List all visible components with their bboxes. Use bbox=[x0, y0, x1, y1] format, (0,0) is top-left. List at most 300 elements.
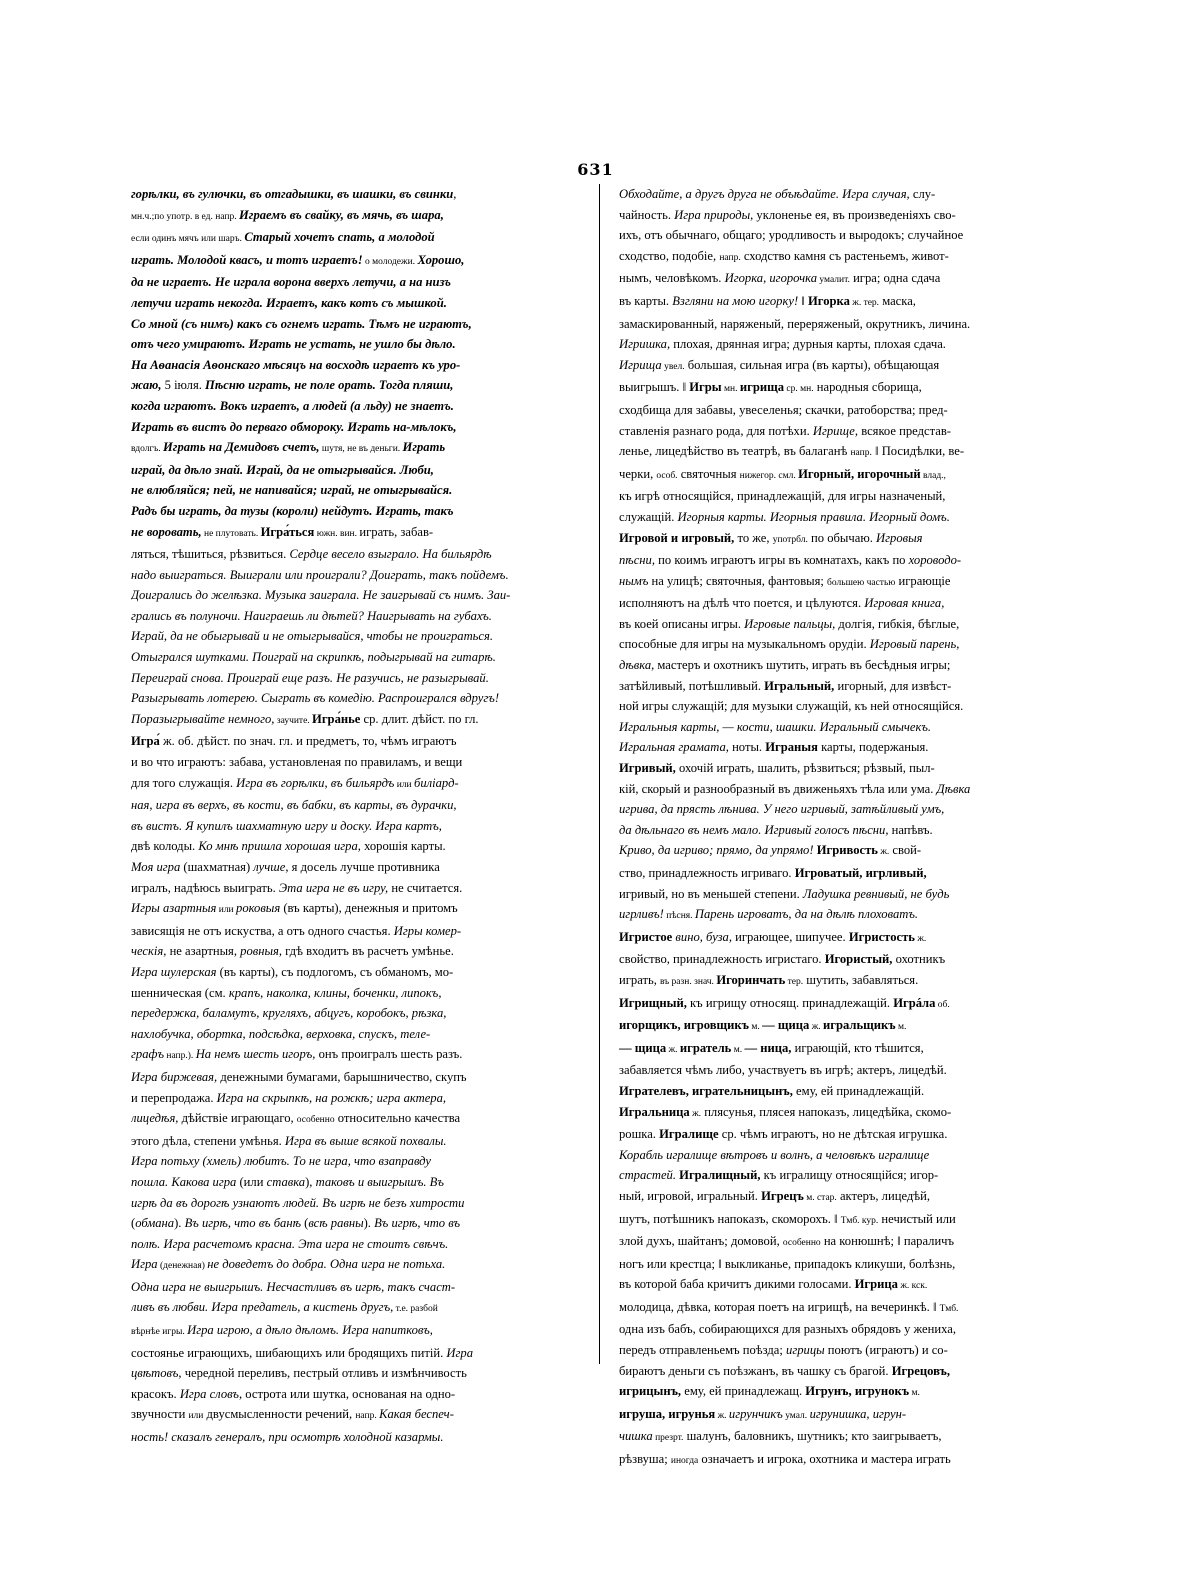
text-run: особенно bbox=[296, 1115, 335, 1126]
text-run: Взгляни на мою игорку! bbox=[672, 293, 799, 308]
text-run: пѣсня. bbox=[663, 911, 695, 922]
text-run: большею частью bbox=[827, 577, 896, 588]
text-run: т.е. разбой bbox=[393, 1304, 438, 1315]
text-run: въ коей описаны игры. bbox=[619, 616, 745, 631]
text-run: игрѣ да въ дорогѣ узнаютъ людей. Въ игрѣ не безъ хитрости bbox=[131, 1195, 465, 1210]
text-run: Игривость bbox=[816, 843, 878, 858]
text-run: лучше bbox=[253, 860, 286, 874]
text-run: Игра игрою, а дѣло дѣломъ. Игра напитковъ, bbox=[187, 1323, 433, 1338]
text-run: Сердце весело взыграло. На бильярдѣ bbox=[289, 547, 492, 562]
text-run: ж. bbox=[914, 933, 927, 944]
text-run: о молодежи. bbox=[362, 256, 418, 267]
text-line bbox=[619, 737, 1082, 758]
text-run: Игра bbox=[131, 1257, 158, 1272]
text-line bbox=[619, 1404, 1082, 1427]
text-run: и во что играютъ: забава, установленая по правиламъ, и вещи bbox=[131, 755, 463, 770]
text-line bbox=[619, 421, 1082, 442]
text-line bbox=[131, 184, 594, 205]
text-line bbox=[619, 1015, 1082, 1038]
text-run: напр. bbox=[850, 448, 872, 459]
text-run: поютъ (играютъ) и со- bbox=[824, 1343, 948, 1358]
text-run: Со мной (съ нимъ) какъ съ огнемъ играть. Тѣмъ не играютъ, bbox=[131, 316, 472, 331]
text-run: нижегор. смл. bbox=[739, 470, 799, 481]
text-run: ногъ или крестца; ‖ выкликанье, припадокъ кликуши, болѣзнь, bbox=[619, 1256, 956, 1271]
text-run: Игра́ bbox=[131, 734, 160, 749]
text-run: Игральный, bbox=[764, 678, 835, 693]
text-run: Разыгрывать лотерею. Сыграть въ комедію. Распроигрался вдругъ! bbox=[131, 691, 500, 706]
text-run: состоянье играющихъ, шибающихъ или бродящихъ питій. bbox=[131, 1345, 447, 1360]
text-line bbox=[619, 993, 1082, 1016]
text-line bbox=[131, 460, 594, 481]
text-run: ихъ, отъ обычнаго, общаго; уродливость и выродокъ; случайное bbox=[619, 228, 964, 243]
text-run: плохая, дрянная игра; дурныя карты, плохая сдача. bbox=[670, 337, 946, 352]
text-run: нахлобучка, обортка, подсѣдка, верховка, спускъ, теле- bbox=[131, 1026, 431, 1041]
text-run: Игрище, bbox=[812, 423, 859, 438]
text-run: Игра въ горѣлки, въ бильярдъ bbox=[236, 775, 395, 790]
text-run: денежными бумагами, барышничество, скупъ bbox=[217, 1069, 467, 1084]
text-run: ), bbox=[305, 1174, 316, 1189]
text-line bbox=[131, 898, 594, 921]
text-line bbox=[619, 1426, 1082, 1449]
text-run: (въ карты), денежныя и притомъ bbox=[280, 901, 458, 916]
text-run: Играныя bbox=[765, 740, 818, 755]
text-run: Въ игрѣ, что въ bbox=[374, 1216, 461, 1231]
text-line bbox=[619, 1038, 1082, 1061]
text-line bbox=[619, 820, 1082, 841]
text-run: Поразыгрывайте немного, bbox=[131, 711, 275, 726]
text-line bbox=[619, 1319, 1082, 1340]
text-line bbox=[619, 1209, 1082, 1232]
text-run: игрицынъ, bbox=[619, 1384, 682, 1399]
text-line bbox=[619, 779, 1082, 800]
text-run: игрицы bbox=[786, 1343, 825, 1358]
text-run: шутъ, потѣшникъ напоказъ, скоморохъ. ‖ bbox=[619, 1211, 841, 1226]
text-line bbox=[619, 593, 1082, 614]
text-line bbox=[619, 1165, 1082, 1186]
text-run: свойство, принадлежность игристаго. bbox=[619, 952, 825, 967]
text-run: Игрецовъ, bbox=[891, 1363, 951, 1378]
text-run: Отыгрался шутками. Поиграй на скрипкѣ, подыгрывай на гитарѣ. bbox=[131, 650, 496, 665]
text-run: ческія, bbox=[131, 944, 167, 959]
text-line bbox=[131, 544, 594, 565]
text-run: роковыя bbox=[236, 901, 281, 916]
text-run: Игрунъ, игрунокъ bbox=[805, 1384, 910, 1399]
text-run: ж. тер. bbox=[849, 297, 880, 308]
text-run: Игрища bbox=[619, 357, 662, 372]
text-run: цвѣтовъ, bbox=[131, 1366, 182, 1381]
text-run: играть, bbox=[619, 972, 661, 987]
text-run: злой духъ, шайтанъ; домовой, bbox=[619, 1234, 783, 1249]
text-run: онъ проигралъ шесть разъ. bbox=[315, 1047, 463, 1062]
text-line bbox=[131, 668, 594, 689]
text-run: игрливъ! bbox=[619, 907, 664, 922]
text-run: Игра bbox=[446, 1345, 474, 1360]
text-line bbox=[619, 246, 1082, 269]
text-line bbox=[619, 1060, 1082, 1081]
text-run: Игра́нье bbox=[312, 711, 361, 726]
text-run: чайность. bbox=[619, 207, 675, 222]
text-run: м. bbox=[895, 1022, 907, 1033]
text-run: играть, забав- bbox=[359, 524, 434, 539]
text-run: горѣлки, въ гулючки, въ отгадышки, въ шашки, въ свинки bbox=[131, 187, 454, 201]
text-run: Какая беспеч- bbox=[379, 1407, 454, 1422]
text-run: ( bbox=[300, 1216, 309, 1231]
text-run: бираютъ деньги съ поѣзжанъ, въ чашку съ брагой. bbox=[619, 1363, 892, 1378]
text-run: Тмб. bbox=[939, 1303, 959, 1314]
text-run: всякое представ- bbox=[858, 423, 951, 438]
text-run: Игральница bbox=[619, 1104, 690, 1119]
text-run: м. bbox=[749, 1022, 763, 1033]
text-run: игрива, да прясть лѣнива. У него игривый, затѣйливый умъ, bbox=[619, 802, 945, 817]
text-run: игрища bbox=[739, 380, 785, 395]
text-run: Играть на Демидовъ счетъ, bbox=[163, 440, 320, 455]
text-run: въ вистъ. Я купилъ шахматную игру и доску. Игра картъ, bbox=[131, 818, 442, 833]
text-run: Игровая книга, bbox=[864, 596, 945, 611]
text-run: передъ отправленьемъ поѣзда; bbox=[619, 1343, 787, 1358]
text-run: шутя, не въ деньги. bbox=[319, 444, 403, 455]
text-run: На Аѳанасія Аѳонскаго мѣсяцъ на восходѣ играетъ къ уро- bbox=[131, 357, 461, 372]
text-run: ср. длит. дѣйст. по гл. bbox=[360, 711, 479, 726]
text-run: игруша, игрунья bbox=[619, 1406, 716, 1421]
text-line bbox=[619, 486, 1082, 507]
text-run: этого дѣла, степени умѣнья. bbox=[131, 1133, 285, 1148]
text-line bbox=[131, 709, 594, 732]
text-line bbox=[131, 375, 594, 396]
text-line bbox=[131, 878, 594, 899]
text-run: ленье, лицедѣйство въ театрѣ, въ балаганѣ bbox=[619, 444, 851, 459]
text-run: свой- bbox=[889, 843, 922, 858]
text-run: , я досель лучше противника bbox=[285, 860, 440, 874]
text-line bbox=[131, 585, 594, 606]
text-run: крапъ, наколка, клины, боченки, липокъ, bbox=[228, 985, 442, 1000]
text-run: играющій, кто тѣшится, bbox=[791, 1040, 924, 1055]
text-line bbox=[131, 437, 594, 460]
text-run: сходство, подобіе, bbox=[619, 248, 720, 263]
text-run: вино, буза, bbox=[672, 929, 732, 944]
text-run: грались въ полуночи. Наиграешь ли дѣтей? Наигрывать на губахъ. bbox=[131, 608, 492, 623]
text-run: дѣйствіе играющаго, bbox=[178, 1111, 297, 1126]
text-run: Хорошо, bbox=[417, 252, 465, 267]
text-line bbox=[619, 1361, 1082, 1382]
text-run: Игришка, bbox=[619, 337, 671, 352]
text-run: да дѣльнаго въ немъ мало. Игривый голосъ пѣсни, bbox=[619, 822, 889, 837]
text-run: рѣзвуша; bbox=[619, 1452, 671, 1467]
left-column bbox=[131, 184, 594, 1448]
text-line bbox=[619, 676, 1082, 697]
text-run: Старый хочетъ спать, а молодой bbox=[244, 230, 435, 245]
text-run: не воровать, bbox=[131, 524, 202, 539]
text-run: или bbox=[394, 779, 415, 790]
text-run: ). bbox=[363, 1216, 375, 1231]
text-run: Радъ бы играть, да тузы (короли) нейдутъ. Играть, такъ bbox=[131, 503, 454, 518]
text-run: чередной переливъ, пестрый отливъ и измѣнчивость bbox=[181, 1366, 467, 1381]
text-line bbox=[131, 731, 594, 752]
text-run: Игровой и игровый, bbox=[619, 530, 735, 545]
text-run: летучи играть некогда. Играетъ, какъ котъ съ мышкой. bbox=[131, 295, 447, 310]
text-line bbox=[131, 272, 594, 293]
text-run: Игральная грамата, bbox=[619, 740, 729, 755]
text-run: играть. Молодой квасъ, и тотъ играетъ! bbox=[131, 252, 363, 267]
text-run: мастеръ и охотникъ шутить, играть въ бесѣдныя игры; bbox=[654, 658, 951, 673]
text-run: играющее, шипучее. bbox=[732, 929, 849, 944]
text-run: къ игрищу относящ. принадлежащій. bbox=[686, 995, 894, 1010]
text-run: таковъ и выигрышъ. Въ bbox=[315, 1174, 444, 1189]
text-run: Ладушка ревнивый, не будь bbox=[802, 886, 950, 901]
right-column bbox=[619, 184, 1082, 1472]
text-run: нечистый или bbox=[878, 1211, 956, 1226]
text-run: гдѣ входитъ въ расчетъ умѣнье. bbox=[281, 944, 454, 959]
text-run: Игра природы, bbox=[674, 207, 754, 222]
text-run: слу- bbox=[909, 187, 936, 201]
text-line bbox=[131, 355, 594, 376]
text-run: вѣрнѣе игры. bbox=[131, 1327, 188, 1338]
text-run: да не играетъ. Не играла ворона вверхъ летучи, а на низъ bbox=[131, 275, 451, 290]
text-run: отъ чего умираютъ. Играть не устать, не ушло бы дѣло. bbox=[131, 337, 456, 352]
text-run: шалунъ, баловникъ, шутникъ; кто заигрываетъ, bbox=[683, 1429, 942, 1444]
text-run: — ница, bbox=[744, 1040, 792, 1055]
text-run: охочій играть, шалить, рѣзвиться; рѣзвый, пыл- bbox=[675, 761, 935, 776]
text-run: относительно качества bbox=[334, 1111, 461, 1126]
text-line bbox=[131, 227, 594, 250]
text-line bbox=[131, 1297, 594, 1320]
text-run: или bbox=[188, 1411, 204, 1422]
text-line bbox=[619, 464, 1082, 487]
text-line bbox=[131, 1254, 594, 1277]
text-run: ровныя, bbox=[240, 944, 282, 959]
text-run: — щица bbox=[619, 1040, 667, 1055]
text-run: Игра биржевая, bbox=[131, 1069, 218, 1084]
text-line bbox=[131, 1067, 594, 1088]
text-line bbox=[619, 550, 1082, 571]
text-line bbox=[131, 941, 594, 962]
text-run: игривый, но въ меньшей степени. bbox=[619, 886, 803, 901]
text-line bbox=[131, 1213, 594, 1234]
text-run: уклоненье ея, въ произведеніяхъ сво- bbox=[753, 207, 956, 222]
text-run: Игрица bbox=[854, 1277, 898, 1292]
text-run: Игра потьху (хмель) любитъ. То не игра, что взаправду bbox=[131, 1154, 431, 1169]
text-run: Игра въ выше всякой похвалы. bbox=[284, 1133, 447, 1148]
text-run: Обходайте, а другъ друга не объѣдайте. Игра случая, bbox=[619, 187, 910, 201]
text-run: Корабль игралище вѣтровъ и волнъ, а человѣкъ игралище bbox=[619, 1147, 930, 1162]
text-run: игральщикъ bbox=[823, 1018, 896, 1033]
text-line bbox=[619, 655, 1082, 676]
text-line bbox=[131, 1384, 594, 1405]
text-run: Моя игра bbox=[131, 860, 181, 874]
text-run: Игрáла bbox=[893, 995, 936, 1010]
text-line bbox=[619, 1297, 1082, 1320]
text-run: не влюбляйся; пей, не напивайся; играй, не отыгрывайся. bbox=[131, 483, 453, 498]
text-run: служащій. bbox=[619, 509, 678, 524]
text-line bbox=[131, 1131, 594, 1152]
text-run: народныя сборища, bbox=[813, 380, 922, 395]
text-run: пошла. Какова игра bbox=[131, 1174, 237, 1189]
text-run: На немъ шесть игоръ, bbox=[195, 1047, 316, 1062]
text-run: напр. bbox=[719, 252, 741, 263]
text-run: умал. bbox=[782, 1410, 810, 1421]
text-line bbox=[619, 1081, 1082, 1102]
text-run: нымъ bbox=[619, 573, 649, 588]
text-run: ж. bbox=[689, 1108, 702, 1119]
text-line bbox=[131, 962, 594, 983]
text-run: двусмысленности речений, bbox=[203, 1407, 356, 1422]
text-run: ( bbox=[131, 1216, 136, 1231]
text-run: м. стар. bbox=[803, 1192, 837, 1203]
text-line bbox=[619, 927, 1082, 950]
text-run: когда играютъ. Вокъ играетъ, а людей (а льду) не знаетъ. bbox=[131, 398, 454, 413]
text-run: если одинъ мячъ или шаръ. bbox=[131, 234, 245, 245]
text-run: Игрищный, bbox=[619, 995, 687, 1010]
text-run: напѣвъ. bbox=[888, 822, 933, 837]
text-run: (въ карты), съ подлогомъ, съ обманомъ, мо- bbox=[216, 964, 454, 979]
text-line bbox=[131, 480, 594, 501]
text-line bbox=[131, 1088, 594, 1109]
text-run: въ которой баба кричитъ дикими голосами. bbox=[619, 1277, 855, 1292]
text-line bbox=[131, 1044, 594, 1067]
text-run: играющіе bbox=[895, 573, 951, 588]
text-line bbox=[131, 314, 594, 335]
text-run: Дѣвка bbox=[936, 781, 971, 796]
text-line bbox=[131, 1108, 594, 1131]
text-line bbox=[131, 647, 594, 668]
text-run: на улицѣ; святочныя, фантовыя; bbox=[648, 573, 828, 588]
text-run: заучите. bbox=[274, 715, 313, 726]
text-run: ноты. bbox=[728, 740, 766, 755]
text-run: Пѣсню играть, не поле орать. Тогда пляши, bbox=[205, 378, 454, 393]
text-run: охотникъ bbox=[892, 952, 946, 967]
text-run: дѣвка, bbox=[619, 658, 655, 673]
text-line bbox=[619, 949, 1082, 970]
text-run: об. bbox=[935, 999, 950, 1010]
text-line bbox=[131, 334, 594, 355]
text-run: маска, bbox=[879, 293, 916, 308]
text-line bbox=[619, 840, 1082, 863]
text-run: въ разн. знач. bbox=[660, 976, 717, 987]
text-run: красокъ. bbox=[131, 1386, 180, 1401]
text-run: Доигрались до желѣзка. Музыка заиграла. Не заигрывай съ нимъ. Заи- bbox=[131, 588, 511, 603]
text-run: Игра́ться bbox=[260, 524, 315, 539]
text-run: для того служащія. bbox=[131, 775, 237, 790]
text-run: звучности bbox=[131, 1407, 189, 1422]
text-run: къ игралищу относящійся; игор- bbox=[760, 1168, 939, 1183]
text-run: актеръ, лицедѣй, bbox=[836, 1188, 931, 1203]
text-run: напр.). bbox=[164, 1051, 196, 1062]
text-line bbox=[619, 1449, 1082, 1472]
text-run: не считается. bbox=[388, 880, 463, 895]
text-run: Игристое bbox=[619, 929, 673, 944]
text-run: Игорка, игорочка bbox=[724, 271, 818, 286]
text-run: Играть въ вистъ до перваго обмороку. Играть на-мѣлокъ, bbox=[131, 419, 457, 434]
text-line bbox=[619, 314, 1082, 335]
text-run: Игрателевъ, игрательницынъ, bbox=[619, 1083, 793, 1098]
text-line bbox=[131, 396, 594, 417]
text-line bbox=[131, 1363, 594, 1384]
text-line bbox=[131, 1404, 594, 1427]
text-line bbox=[619, 1186, 1082, 1209]
text-line bbox=[619, 696, 1082, 717]
text-line bbox=[131, 688, 594, 709]
text-run: Игористый, bbox=[824, 952, 893, 967]
text-line bbox=[619, 1124, 1082, 1145]
text-run: Переиграй снова. Проиграй еще разъ. Не разучись, не разыгрывай. bbox=[131, 670, 489, 685]
text-line bbox=[619, 507, 1082, 528]
text-line bbox=[131, 1024, 594, 1045]
text-run: умалит. bbox=[817, 275, 850, 286]
text-line bbox=[131, 773, 594, 796]
text-line bbox=[619, 1274, 1082, 1297]
text-line bbox=[619, 184, 1082, 205]
text-line bbox=[619, 355, 1082, 378]
text-line bbox=[131, 983, 594, 1004]
text-line bbox=[619, 863, 1082, 884]
text-line bbox=[131, 1151, 594, 1172]
text-line bbox=[619, 571, 1082, 594]
text-line bbox=[131, 293, 594, 314]
text-line bbox=[131, 417, 594, 438]
text-run: передержка, баламутъ, кругляхъ, абцугъ, коробокъ, рѣзка, bbox=[131, 1006, 447, 1021]
text-run: Игорный, игорочный bbox=[798, 466, 921, 481]
text-line bbox=[131, 1320, 594, 1343]
text-line bbox=[131, 752, 594, 773]
text-run: по обычаю. bbox=[807, 530, 877, 545]
text-run: ж. кск. bbox=[897, 1281, 928, 1292]
text-run: одна изъ бабъ, собирающихся для разныхъ обрядовъ у жениха, bbox=[619, 1322, 956, 1337]
text-run: , bbox=[453, 187, 457, 201]
text-run: жаю, bbox=[131, 378, 162, 393]
text-line bbox=[619, 1340, 1082, 1361]
text-run: способные для игры на музыкальномъ орудіи. bbox=[619, 637, 870, 652]
page-number: 631 bbox=[577, 160, 614, 179]
text-run: Игралищный, bbox=[679, 1168, 761, 1183]
text-run: забавляется чѣмъ либо, участвуетъ въ игрѣ; актеръ, лицедѣй. bbox=[619, 1063, 947, 1078]
text-run: сходство камня съ растеньемъ, живот- bbox=[740, 248, 949, 263]
text-run: Играемъ въ свайку, въ мячь, въ шара, bbox=[239, 207, 444, 222]
text-line bbox=[131, 836, 594, 857]
text-run: Парень игроватъ, да на дѣлѣ плоховатъ. bbox=[694, 907, 919, 922]
text-run: Играть bbox=[402, 440, 446, 455]
text-run: увел. bbox=[661, 361, 685, 372]
text-run: всѣ равны bbox=[308, 1216, 364, 1231]
text-run: 5 іюля. bbox=[161, 378, 206, 393]
text-line bbox=[619, 1254, 1082, 1275]
text-run: Въ игрѣ, что въ банѣ bbox=[184, 1216, 301, 1231]
text-run: ная, игра въ верхъ, въ кости, въ бабки, въ карты, въ дурачки, bbox=[131, 798, 457, 813]
text-run: вдолгъ. bbox=[131, 444, 164, 455]
text-run: м. bbox=[909, 1388, 920, 1399]
text-run: ср. мн. bbox=[784, 384, 814, 395]
text-run: означаетъ и игрока, охотника и мастера играть bbox=[698, 1452, 951, 1467]
text-run: шенническая (см. bbox=[131, 985, 229, 1000]
text-run: кій, скорый и разнообразный въ движеньяхъ тѣла или ума. bbox=[619, 781, 937, 796]
text-run: сходбища для забавы, увеселенья; скачки, ратоборства; пред- bbox=[619, 402, 948, 417]
text-run: играй, да дѣло знай. Играй, да не отыгрывайся. Люби, bbox=[131, 462, 434, 477]
text-line bbox=[619, 1231, 1082, 1254]
text-line bbox=[619, 758, 1082, 779]
text-run: игратель bbox=[679, 1040, 732, 1055]
text-run: особенно bbox=[782, 1238, 821, 1249]
text-line bbox=[131, 501, 594, 522]
text-run: черки, bbox=[619, 466, 657, 481]
text-run: къ игрѣ относящійся, принадлежащій, для игры назначеный, bbox=[619, 489, 946, 504]
text-run: лицедѣя, bbox=[131, 1111, 179, 1126]
text-line bbox=[619, 1381, 1082, 1404]
text-line bbox=[619, 884, 1082, 905]
text-line bbox=[619, 799, 1082, 820]
text-line bbox=[619, 377, 1082, 400]
text-run: игра; одна сдача bbox=[849, 271, 941, 286]
text-run: ляться, тѣшиться, рѣзвиться. bbox=[131, 547, 290, 562]
text-run: ж. bbox=[666, 1044, 680, 1055]
text-line bbox=[131, 816, 594, 837]
